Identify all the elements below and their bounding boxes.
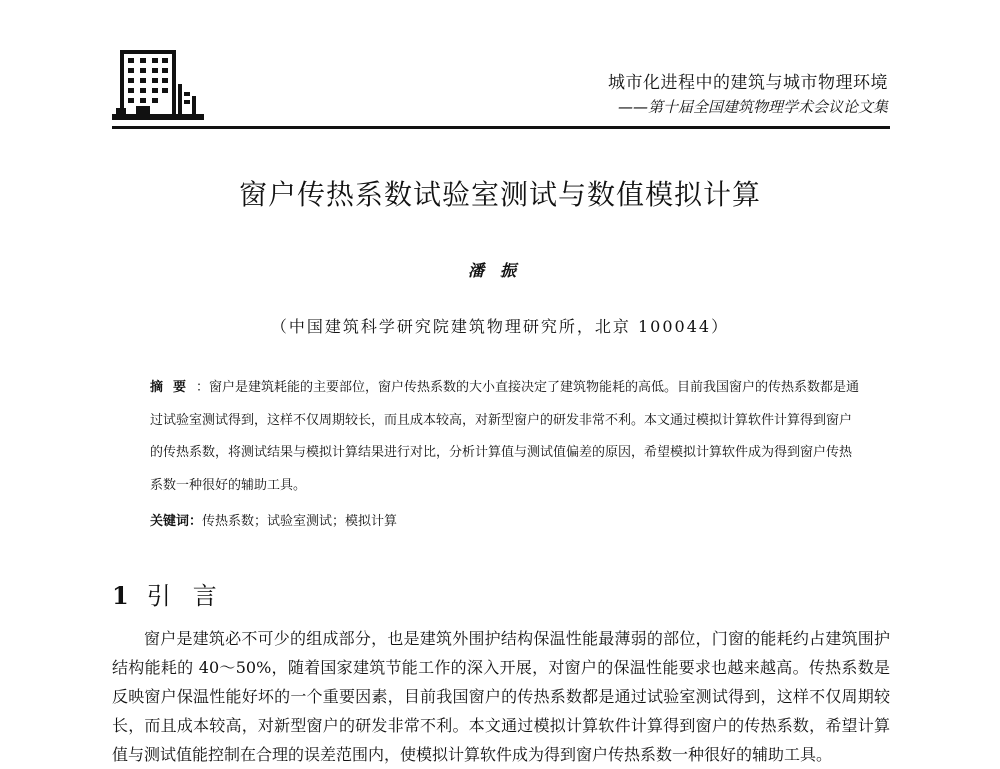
author-affiliation: （中国建筑科学研究院建筑物理研究所，北京 100044） [270, 317, 730, 336]
building-logo-icon [112, 44, 204, 124]
abstract-text: 窗户是建筑耗能的主要部位，窗户传热系数的大小直接决定了建筑物能耗的高低。目前我国窗户的传热系数都是通过试验室测试得到，这样不仅周期较长，而且成本较高，对新型窗户的研发非常不利。本文通过模拟计算软件计算得到窗户的传热系数，将测试结果与模拟计算结果进行对比，分析计算值与测试值偏差的原因，希望模拟计算软件成为得到窗户传热系数一种很好的辅助工具。 [150, 380, 860, 493]
abstract [150, 372, 860, 502]
keywords [150, 510, 397, 529]
header-divider [112, 126, 890, 129]
keywords-text: 传热系数；试验室测试；模拟计算 [202, 514, 398, 529]
section-heading [112, 576, 239, 611]
paper-title: 窗户传热系数试验室测试与数值模拟计算 [238, 178, 761, 211]
section-body: 窗户是建筑必不可少的组成部分，也是建筑外围护结构保温性能最薄弱的部位，门窗的能耗约占建筑围护结构能耗的 40～50%，随着国家建筑节能工作的深入开展，对窗户的保温性能要求也越来越高。传热系数是反映窗户保温性能好坏的一个重要因素，目前我国窗户的传热系数都是通过试验室测试得到，这样不仅周期较长，而且成本较高，对新型窗户的研发非常不利。本文通过模拟计算软件计算得到窗户的传热系数，希望计算值与测试值能控制在合理的误差范围内，使模拟计算软件成为得到窗户传热系数一种很好的辅助工具。 [112, 629, 890, 764]
author-name: 潘振 [467, 261, 532, 280]
keywords-label: 关键词： [150, 514, 203, 529]
section-number: 1 [112, 581, 129, 610]
section-title: 引言 [146, 582, 239, 610]
abstract-label: 摘要 [150, 380, 197, 395]
abstract-separator: ： [196, 380, 210, 395]
series-title: 城市化进程中的建筑与城市物理环境 [608, 73, 888, 93]
series-subtitle: ——第十届全国建筑物理学术会议论文集 [617, 98, 888, 116]
